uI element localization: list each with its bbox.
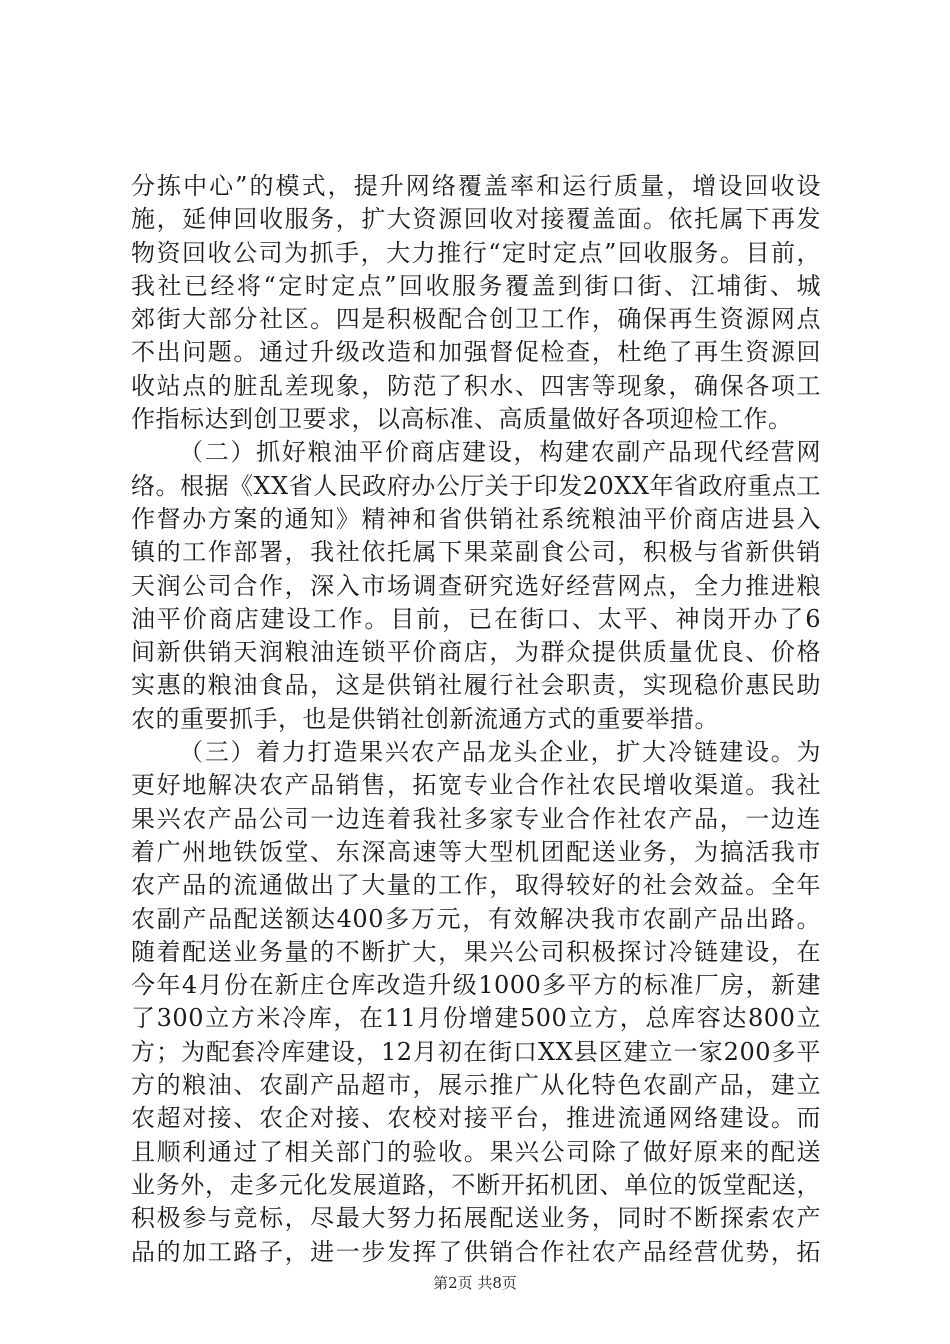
text-line: 农产品的流通做出了大量的工作，取得较好的社会效益。全年	[131, 871, 821, 900]
text-line: 且顺利通过了相关部门的验收。果兴公司除了做好原来的配送	[131, 1137, 821, 1166]
text-line: 业务外，走多元化发展道路，不断开拓机团、单位的饭堂配送，	[131, 1170, 821, 1199]
text-line: 今年4月份在新庄仓库改造升级1000多平方的标准厂房，新建	[131, 971, 821, 1000]
text-line: 天润公司合作，深入市场调查研究选好经营网点，全力推进粮	[131, 571, 821, 600]
text-line: 积极参与竞标，尽最大努力拓展配送业务，同时不断探索农产	[131, 1204, 821, 1233]
text-line: 郊街大部分社区。四是积极配合创卫工作，确保再生资源网点	[131, 305, 821, 334]
text-line: 方的粮油、农副产品超市，展示推广从化特色农副产品，建立	[131, 1071, 821, 1100]
text-line: 方；为配套冷库建设，12月初在街口XX县区建立一家200多平	[131, 1037, 821, 1066]
text-line: 油平价商店建设工作。目前，已在街口、太平、神岗开办了6	[131, 604, 821, 633]
text-line: 我社已经将“定时定点”回收服务覆盖到街口街、江埔街、城	[131, 271, 821, 300]
text-line: 分拣中心”的模式，提升网络覆盖率和运行质量，增设回收设	[131, 172, 821, 200]
text-line: 络。根据《XX省人民政府办公厅关于印发20XX年省政府重点工	[131, 471, 821, 500]
page-footer: 第2页 共8页	[433, 1274, 517, 1292]
text-line: 收站点的脏乱差现象，防范了积水、四害等现象，确保各项工	[131, 371, 821, 400]
text-line: 了300立方米冷库，在11月份增建500立方，总库容达800立	[131, 1004, 821, 1033]
text-line: 作指标达到创卫要求，以高标准、高质量做好各项迎检工作。	[131, 405, 793, 434]
text-line: 作督办方案的通知》精神和省供销社系统粮油平价商店进县入	[131, 504, 821, 533]
text-line: 镇的工作部署，我社依托属下果菜副食公司，积极与省新供销	[131, 538, 821, 567]
text-line: 更好地解决农产品销售，拓宽专业合作社农民增收渠道。我社	[131, 771, 821, 800]
text-line: （二）抓好粮油平价商店建设，构建农副产品现代经营网	[179, 438, 821, 467]
body-text	[131, 170, 821, 1269]
text-line: （三）着力打造果兴农产品龙头企业，扩大冷链建设。为	[179, 738, 821, 767]
text-line: 农副产品配送额达400多万元，有效解决我市农副产品出路。	[131, 904, 821, 933]
text-line: 不出问题。通过升级改造和加强督促检查，杜绝了再生资源回	[131, 338, 821, 367]
text-line: 间新供销天润粮油连锁平价商店，为群众提供质量优良、价格	[131, 638, 821, 667]
text-line: 农的重要抓手，也是供销社创新流通方式的重要举措。	[131, 704, 719, 733]
text-line: 随着配送业务量的不断扩大，果兴公司积极探讨冷链建设，在	[131, 937, 821, 966]
text-line: 物资回收公司为抓手，大力推行“定时定点”回收服务。目前，	[131, 238, 821, 267]
text-line: 实惠的粮油食品，这是供销社履行社会职责，实现稳价惠民助	[131, 671, 821, 700]
text-line: 农超对接、农企对接、农校对接平台，推进流通网络建设。而	[131, 1104, 821, 1133]
text-line: 品的加工路子，进一步发挥了供销合作社农产品经营优势，拓	[131, 1237, 821, 1266]
text-line: 施，延伸回收服务，扩大资源回收对接覆盖面。依托属下再发	[131, 205, 821, 234]
text-line: 果兴农产品公司一边连着我社多家专业合作社农产品，一边连	[131, 804, 821, 833]
text-line: 着广州地铁饭堂、东深高速等大型机团配送业务，为搞活我市	[131, 837, 821, 866]
